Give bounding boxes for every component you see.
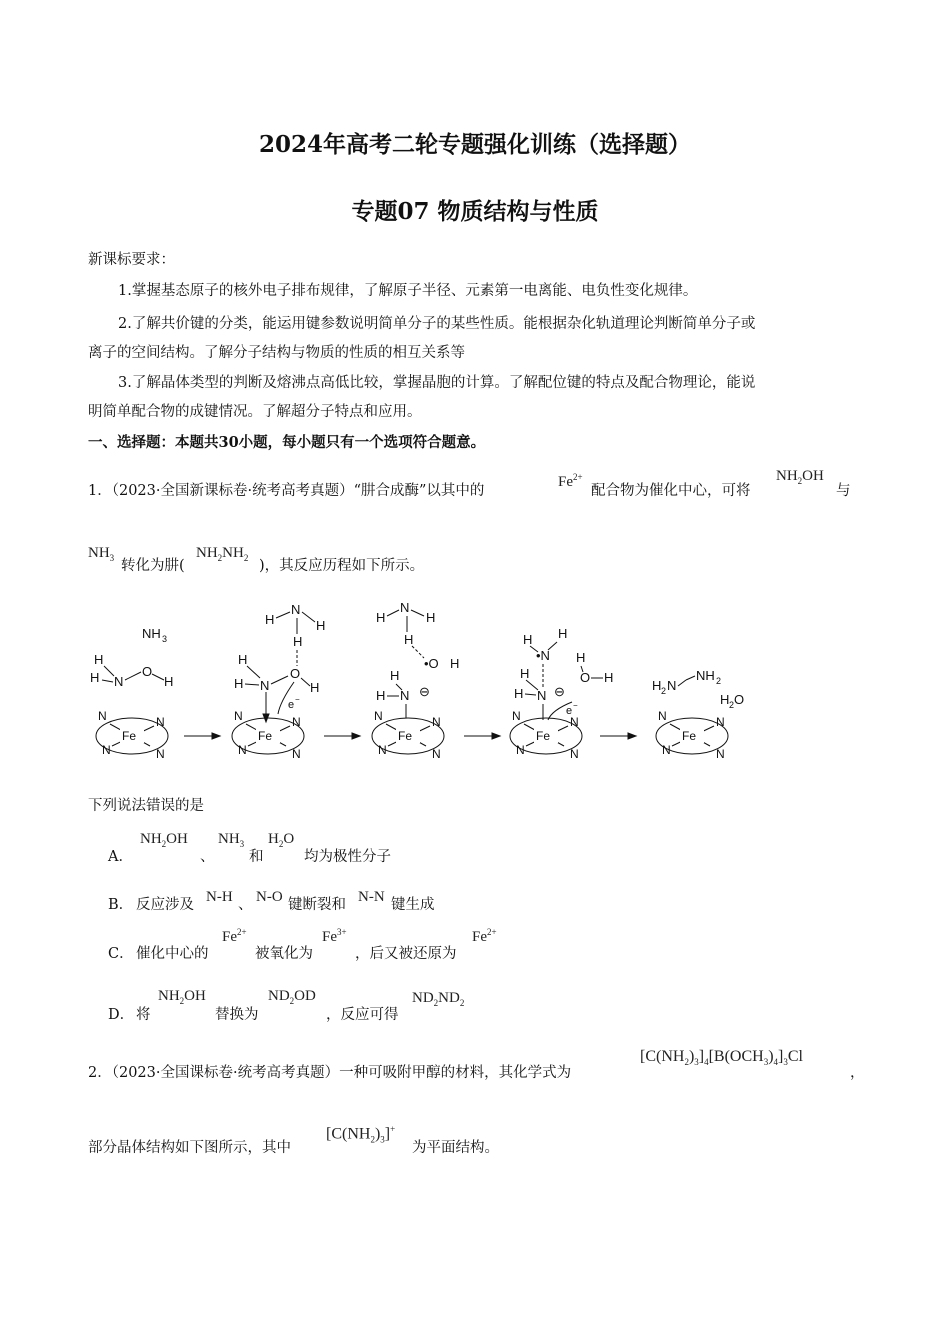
svg-text:N: N (512, 709, 521, 723)
formula-nh2oh: $NH_2OH$ (158, 988, 206, 1006)
svg-text:H: H (652, 678, 662, 693)
formula-nh3: $NH_3$ (218, 831, 245, 849)
formula-n-o: N-O (256, 889, 283, 905)
svg-text:H: H (514, 686, 524, 701)
option-text: ，后又被还原为 (355, 946, 457, 962)
svg-text:N: N (238, 743, 247, 757)
option-text: 替换为 (215, 1007, 259, 1023)
requirement-item-1: 1.掌握基态原子的核外电子排布规律，了解原子半径、元素第一电离能、电负性变化规律。 (118, 283, 698, 299)
svg-text:N: N (432, 747, 441, 761)
formula-n-h: N-H (206, 889, 233, 905)
svg-text:N: N (378, 743, 387, 757)
option-text: 键生成 (391, 897, 435, 913)
svg-text:N: N (102, 743, 111, 757)
option-text: 被氧化为 (255, 946, 313, 962)
question-text: 与 (836, 483, 851, 499)
svg-text:•N: •N (536, 648, 550, 663)
svg-text:NH: NH (142, 626, 161, 641)
question-text: 转化为肼( (121, 558, 185, 574)
svg-text:N: N (291, 602, 301, 617)
formula-nh2nh2: $NH_2NH_2$ (196, 545, 249, 563)
svg-text:•O: •O (424, 656, 439, 671)
svg-text:H: H (164, 674, 174, 689)
svg-text:N: N (98, 709, 107, 723)
question-number: 2． (88, 1065, 112, 1081)
requirement-item-2-line-2: 离子的空间结构。了解分子结构与物质的性质的相互关系等 (88, 345, 465, 361)
svg-text:O: O (290, 666, 301, 681)
option-d-label[interactable]: D． (108, 1007, 135, 1023)
svg-text:Fe: Fe (122, 729, 137, 743)
svg-text:N: N (400, 600, 410, 615)
option-text: 反应涉及 (136, 897, 194, 913)
question-source: （2023·全国课标卷·统考高考真题） (111, 1065, 340, 1081)
svg-text:N: N (156, 715, 165, 729)
svg-text:H: H (558, 626, 568, 641)
svg-text:H: H (450, 656, 460, 671)
option-b-label[interactable]: B． (108, 897, 134, 913)
option-text: 、 (238, 897, 253, 913)
svg-text:N: N (260, 678, 270, 693)
option-text: 和 (249, 849, 264, 865)
question-2-line-1 (88, 1063, 571, 1083)
option-text: 催化中心的 (136, 946, 209, 962)
svg-text:N: N (716, 747, 725, 761)
svg-text:N: N (114, 674, 124, 689)
svg-text:H: H (316, 618, 326, 633)
formula-nd2nd2: $ND_2ND_2$ (412, 990, 465, 1008)
svg-text:N: N (292, 747, 301, 761)
svg-text:H: H (293, 634, 303, 649)
requirement-item-3-line-2: 明简单配合物的成键情况。了解超分子特点和应用。 (88, 404, 422, 420)
option-text: ，反应可得 (326, 1007, 399, 1023)
question-1-line-1 (88, 481, 484, 501)
svg-text:N: N (234, 709, 243, 723)
formula-nh2oh: $NH_2OH$ (776, 468, 824, 486)
question-2-line-2: 部分晶体结构如下图所示，其中 (88, 1140, 291, 1156)
formula-fe2plus: $Fe^{2+}$ (558, 472, 583, 490)
formula-guanidinium: $[C(NH_2)_3]^+$ (326, 1124, 396, 1145)
svg-text:O: O (734, 692, 745, 707)
svg-text:N: N (432, 715, 441, 729)
svg-text:3: 3 (162, 634, 168, 644)
svg-text:N: N (570, 715, 579, 729)
svg-text:H: H (604, 670, 614, 685)
formula-h2o: $H_2O$ (268, 831, 295, 849)
question-text: )，其反应历程如下所示。 (259, 558, 425, 574)
svg-text:Fe: Fe (398, 729, 413, 743)
svg-text:2: 2 (716, 676, 722, 686)
formula-fe2plus: $Fe^{2+}$ (222, 927, 247, 945)
page-title: 2024年高考二轮专题强化训练（选择题） (258, 131, 691, 158)
svg-text:N: N (667, 678, 677, 693)
svg-text:−: − (295, 695, 300, 704)
svg-text:H: H (265, 612, 275, 627)
formula-nh2oh: $NH_2OH$ (140, 831, 188, 849)
requirement-item-2-line-1: 2.了解共价键的分类，能运用键参数说明简单分子的某些性质。能根据杂化轨道理论判断简单分子或 (118, 316, 756, 332)
svg-text:H: H (90, 670, 100, 685)
svg-text:Fe: Fe (258, 729, 273, 743)
svg-text:N: N (156, 747, 165, 761)
question-text: ， (850, 1065, 865, 1081)
svg-text:H: H (523, 632, 533, 647)
reaction-mechanism-diagram (80, 596, 760, 776)
svg-text:2: 2 (729, 700, 735, 710)
svg-text:N: N (374, 709, 383, 723)
formula-q2-material: $[C(NH_2)_3]_4[B(OCH_3)_4]_3Cl$ (640, 1048, 803, 1068)
option-text: 将 (136, 1007, 151, 1023)
svg-text:H: H (576, 650, 586, 665)
option-a-label[interactable]: A． (108, 849, 133, 865)
formula-nh3: $NH_3$ (88, 545, 115, 563)
question-text: “肼合成酶”以其中的 (353, 483, 485, 499)
svg-text:H: H (390, 668, 400, 683)
option-c-label[interactable]: C． (108, 946, 134, 962)
svg-text:N: N (658, 709, 667, 723)
question-text: 一种可吸附甲醇的材料，其化学式为 (339, 1065, 572, 1081)
svg-text:N: N (516, 743, 525, 757)
svg-text:N: N (537, 688, 547, 703)
svg-text:H: H (94, 652, 104, 667)
option-text: 均为极性分子 (304, 849, 391, 865)
svg-text:N: N (662, 743, 671, 757)
svg-text:e: e (566, 705, 573, 717)
question-source: （2023·全国新课标卷·统考高考真题） (111, 483, 354, 499)
svg-text:N: N (570, 747, 579, 761)
page-subtitle: 专题07 物质结构与性质 (351, 198, 599, 225)
svg-text:H: H (720, 692, 730, 707)
formula-n-n: N-N (358, 889, 385, 905)
svg-text:NH: NH (696, 668, 715, 683)
requirement-item-3-line-1: 3.了解晶体类型的判断及熔沸点高低比较，掌握晶胞的计算。了解配位键的特点及配合物理论，能说 (118, 375, 756, 391)
svg-text:N: N (716, 715, 725, 729)
svg-text:O: O (142, 664, 153, 679)
requirements-heading: 新课标要求： (88, 252, 175, 268)
svg-text:H: H (310, 680, 320, 695)
svg-text:H: H (520, 666, 530, 681)
svg-text:H: H (238, 652, 248, 667)
svg-text:O: O (580, 670, 591, 685)
svg-text:2: 2 (661, 686, 667, 696)
question-text: 为平面结构。 (412, 1140, 499, 1156)
svg-text:H: H (376, 688, 386, 703)
question-number: 1． (88, 483, 112, 499)
formula-nd2od: $ND_2OD$ (268, 988, 316, 1006)
formula-fe3plus: $Fe^{3+}$ (322, 927, 347, 945)
svg-text:Fe: Fe (536, 729, 551, 743)
svg-text:⊖: ⊖ (419, 684, 430, 699)
svg-text:N: N (292, 715, 301, 729)
question-text: 配合物为催化中心，可将 (591, 483, 751, 499)
svg-text:⊖: ⊖ (554, 684, 565, 699)
svg-text:Fe: Fe (682, 729, 697, 743)
question-1-ask: 下列说法错误的是 (88, 798, 204, 814)
svg-text:H: H (426, 610, 436, 625)
option-text: 键断裂和 (288, 897, 346, 913)
svg-text:N: N (400, 688, 410, 703)
svg-text:H: H (376, 610, 386, 625)
svg-text:−: − (573, 701, 578, 710)
svg-text:H: H (404, 632, 414, 647)
svg-text:e: e (288, 699, 295, 711)
option-text: 、 (200, 849, 215, 865)
svg-text:H: H (234, 676, 244, 691)
formula-fe2plus: $Fe^{2+}$ (472, 927, 497, 945)
section-heading: 一、选择题：本题共30小题，每小题只有一个选项符合题意。 (88, 434, 486, 451)
